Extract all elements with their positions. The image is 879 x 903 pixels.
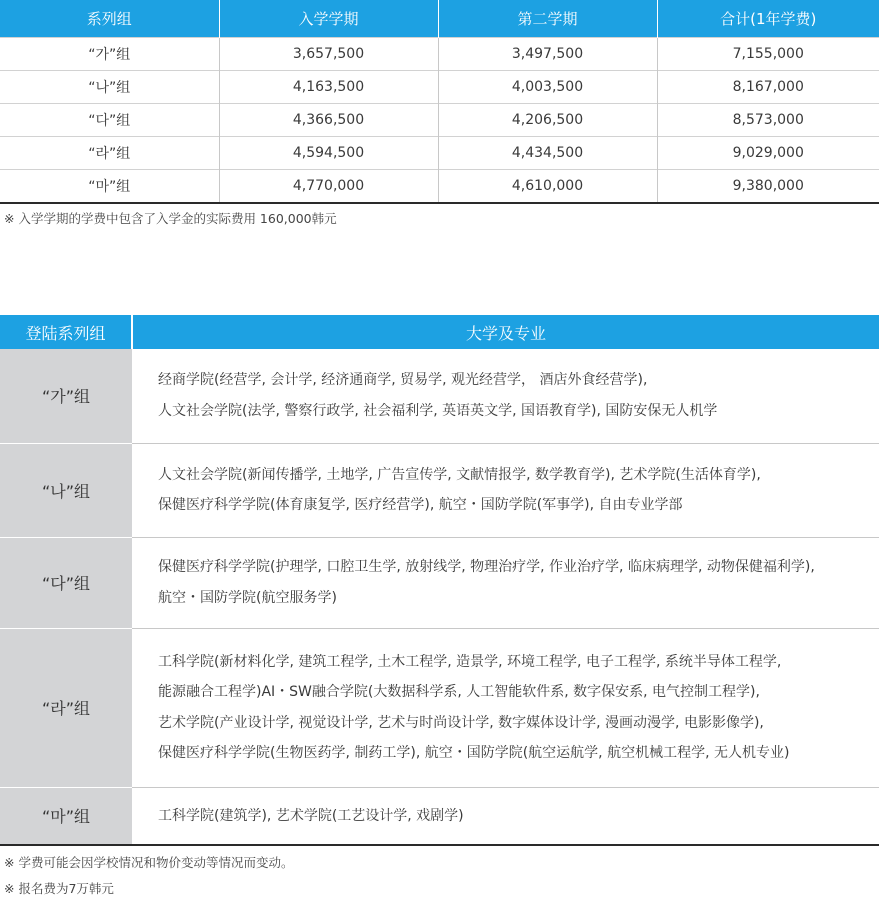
- application-fee-note: ※ 报名费为7万韩元: [4, 881, 114, 896]
- table-row: [0, 443, 879, 537]
- fee-total-cell: 8,573,000: [657, 104, 879, 137]
- major-table-header-row: [0, 315, 879, 349]
- fee-second-semester-cell: 4,206,500: [438, 104, 657, 137]
- table-row: [0, 628, 879, 787]
- majors-by-group-table: [0, 315, 879, 846]
- major-list-cell: [132, 787, 879, 845]
- entrance-fee-note: ※ 入学学期的学费中包含了入学金的实际费用 160,000韩元: [4, 211, 337, 226]
- major-header-colleges: 大学及专业: [132, 315, 879, 349]
- fee-second-semester-cell: 3,497,500: [438, 38, 657, 71]
- major-list-cell: [132, 628, 879, 787]
- major-group-label: “라”组: [0, 628, 132, 787]
- fee-first-semester-cell: 4,366,500: [219, 104, 438, 137]
- fee-header-group: 系列组: [0, 0, 219, 38]
- major-list-line: 经商学院(经营学, 会计学, 经济通商学, 贸易学, 观光经营学， 酒店外食经营学),: [158, 372, 648, 389]
- table-row: [0, 71, 879, 104]
- fee-header-annual-total: 合计(1年学费): [657, 0, 879, 38]
- tuition-change-note: ※ 学费可能会因学校情况和物价变动等情况而变动。: [4, 855, 294, 870]
- fee-first-semester-cell: 4,594,500: [219, 137, 438, 170]
- table-row: [0, 537, 879, 628]
- major-list-line: 保健医疗科学学院(体育康复学, 医疗经营学), 航空・国防学院(军事学), 自由专业学部: [158, 497, 683, 513]
- major-list-cell: [132, 443, 879, 537]
- fee-first-semester-cell: 3,657,500: [219, 38, 438, 71]
- table-row: [0, 787, 879, 845]
- major-list-line: 航空・国防学院(航空服务学): [158, 589, 337, 606]
- fee-group-cell: “가”组: [0, 38, 219, 71]
- fee-first-semester-cell: 4,163,500: [219, 71, 438, 104]
- fee-group-cell: “나”组: [0, 71, 219, 104]
- fee-total-cell: 8,167,000: [657, 71, 879, 104]
- fee-second-semester-cell: 4,434,500: [438, 137, 657, 170]
- major-list-line: 工科学院(新材料化学, 建筑工程学, 土木工程学, 造景学, 环境工程学, 电子工程学, 系统半导体工程学,: [158, 653, 782, 670]
- major-group-label: “마”组: [0, 787, 132, 845]
- major-list-cell: [132, 349, 879, 443]
- major-group-label: “가”组: [0, 349, 132, 443]
- fee-total-cell: 7,155,000: [657, 38, 879, 71]
- fee-group-cell: “마”组: [0, 170, 219, 204]
- major-group-label: “나”组: [0, 443, 132, 537]
- table-row: [0, 104, 879, 137]
- major-list-line: 艺术学院(产业设计学, 视觉设计学, 艺术与时尚设计学, 数字媒体设计学, 漫画动漫学, 电影影像学),: [158, 714, 764, 731]
- table-row: [0, 349, 879, 443]
- fee-second-semester-cell: 4,610,000: [438, 170, 657, 204]
- fee-group-cell: “라”组: [0, 137, 219, 170]
- major-group-label: “다”组: [0, 537, 132, 628]
- fee-total-cell: 9,029,000: [657, 137, 879, 170]
- table-row: [0, 170, 879, 204]
- fee-first-semester-cell: 4,770,000: [219, 170, 438, 204]
- fee-second-semester-cell: 4,003,500: [438, 71, 657, 104]
- major-list-line: 保健医疗科学学院(护理学, 口腔卫生学, 放射线学, 物理治疗学, 作业治疗学, 临床病理学, 动物保健福利学),: [158, 559, 815, 575]
- fee-table-header-row: [0, 0, 879, 38]
- fee-header-first-semester: 入学学期: [219, 0, 438, 38]
- major-list-cell: [132, 537, 879, 628]
- fee-total-cell: 9,380,000: [657, 170, 879, 204]
- table-row: [0, 137, 879, 170]
- major-list-line: 保健医疗科学学院(生物医药学, 制药工学), 航空・国防学院(航空运航学, 航空机械工程学, 无人机专业): [158, 745, 790, 761]
- major-list-line: 工科学院(建筑学), 艺术学院(工艺设计学, 戏剧学): [158, 807, 464, 824]
- major-list-line: 人文社会学院(法学, 警察行政学, 社会福利学, 英语英文学, 国语教育学), 国防安保无人机学: [158, 402, 718, 419]
- major-header-group: 登陆系列组: [0, 315, 132, 349]
- tuition-fee-table: [0, 0, 879, 204]
- major-list-line: 能源融合工程学)AI・SW融合学院(大数据科学系, 人工智能软件系, 数字保安系, 电气控制工程学),: [158, 684, 760, 700]
- fee-group-cell: “다”组: [0, 104, 219, 137]
- fee-header-second-semester: 第二学期: [438, 0, 657, 38]
- major-list-line: 人文社会学院(新闻传播学, 土地学, 广告宣传学, 文献情报学, 数学教育学), 艺术学院(生活体育学),: [158, 466, 761, 483]
- table-row: [0, 38, 879, 71]
